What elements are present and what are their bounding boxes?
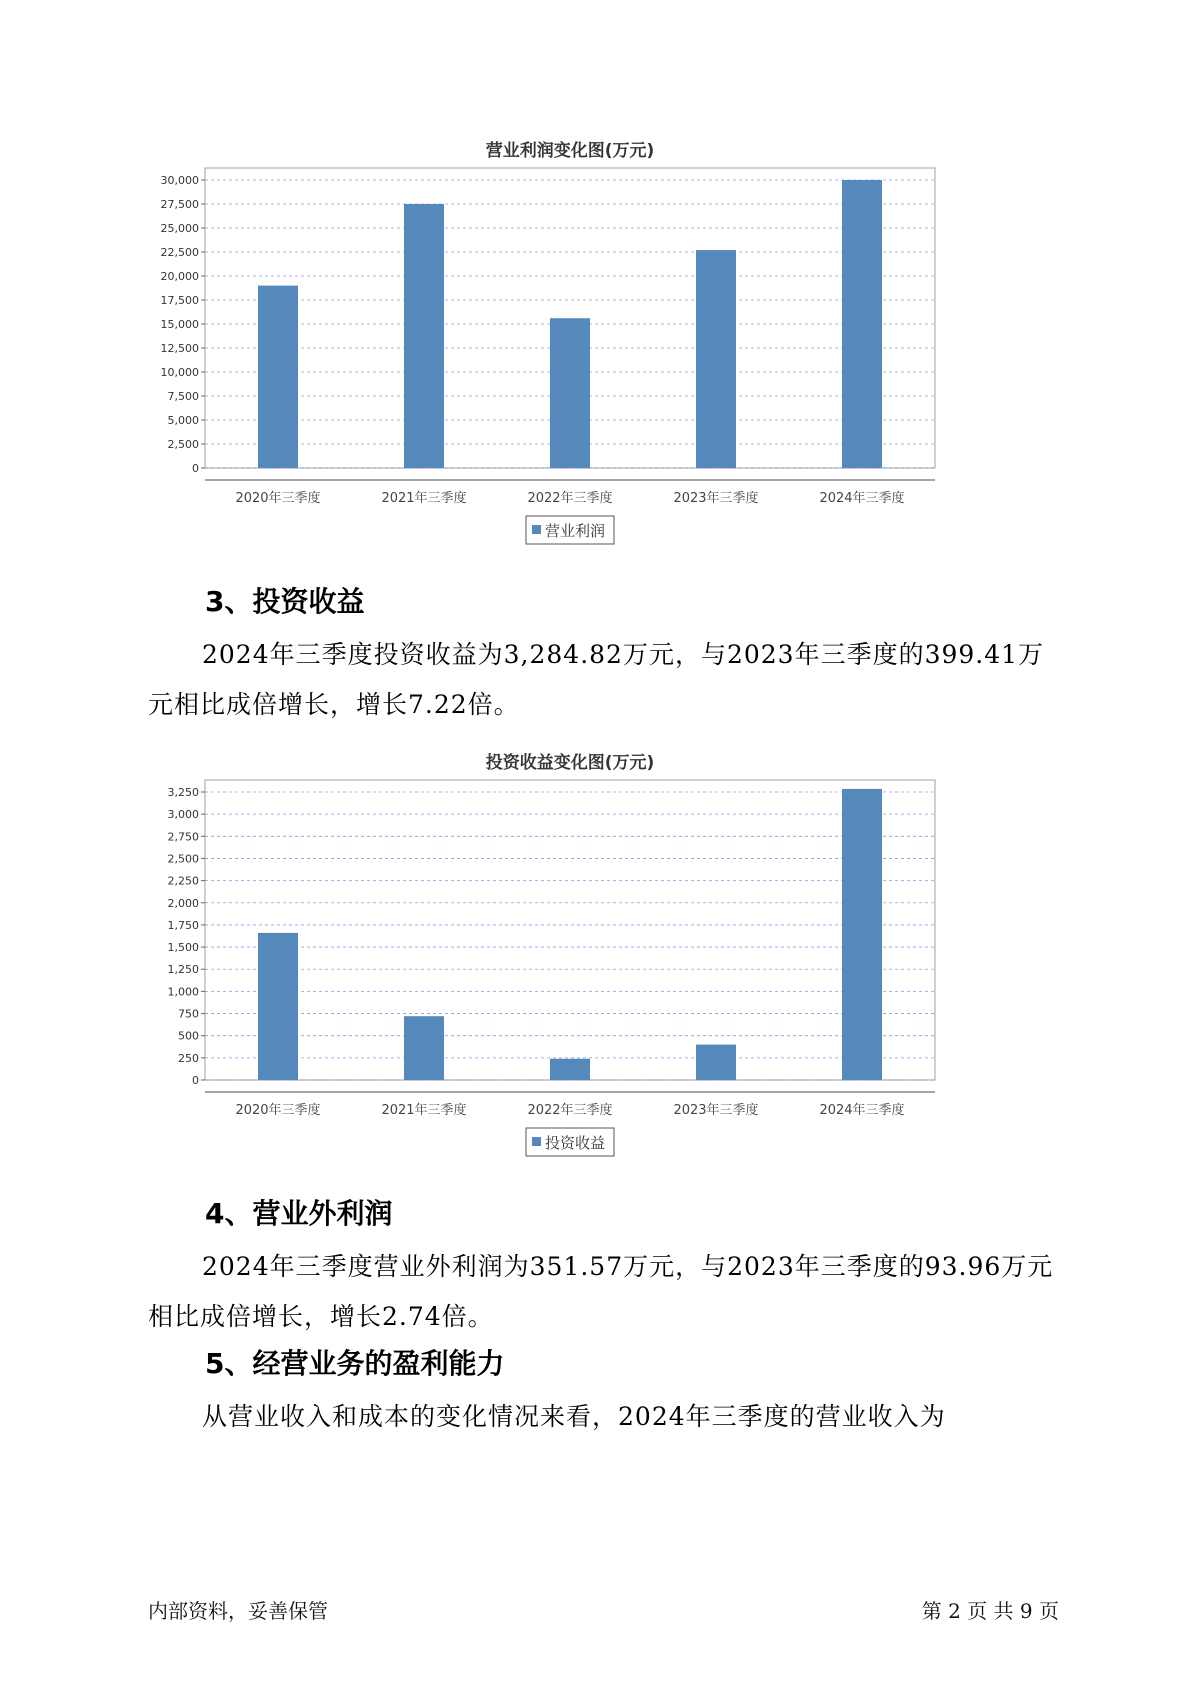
section-4-heading: 4、营业外利润 [205,1197,393,1230]
bar [842,789,882,1080]
bar [258,286,298,468]
bar [696,1045,736,1080]
y-tick-label: 2,750 [167,830,199,844]
y-tick-label: 2,500 [167,438,199,451]
x-category-label: 2020年三季度 [235,1103,321,1118]
y-tick-label: 250 [178,1051,199,1065]
y-tick-label: 3,250 [167,786,199,799]
y-tick-label: 1,500 [167,941,199,955]
investment-income-chart-svg [150,740,1030,1170]
investment-income-chart [150,740,1030,1170]
y-tick-label: 2,250 [167,874,199,888]
section-5-paragraph: 从营业收入和成本的变化情况来看，2024年三季度的营业收入为 [202,1402,946,1431]
y-tick-label: 17,500 [160,294,199,307]
bar [258,933,298,1080]
bar [404,1016,444,1080]
y-tick-label: 25,000 [160,222,199,235]
y-tick-label: 12,500 [160,342,199,355]
section-3-paragraph: 2024年三季度投资收益为3,284.82万元，与2023年三季度的399.41万元相比成倍增长，增长7.22倍。 [148,640,1045,719]
y-tick-label: 750 [178,1007,199,1021]
x-category-label: 2021年三季度 [381,1103,467,1118]
y-tick-label: 30,000 [160,174,199,187]
bar [404,204,444,468]
y-tick-label: 2,000 [167,896,199,910]
section-4-paragraph: 2024年三季度营业外利润为351.57万元，与2023年三季度的93.96万元相比成倍增长，增长2.74倍。 [148,1252,1054,1331]
plot-area-border [205,780,935,1080]
x-category-label: 2023年三季度 [673,1103,759,1118]
legend-swatch [532,525,541,534]
y-tick-label: 2,500 [167,852,199,866]
y-tick-label: 22,500 [160,246,199,259]
x-category-label: 2024年三季度 [819,1103,905,1118]
operating-profit-chart [150,128,1030,558]
x-category-label: 2022年三季度 [527,491,613,506]
footer-confidential-note: 内部资料，妥善保管 [148,1599,328,1623]
y-tick-label: 10,000 [160,366,199,379]
y-tick-label: 1,750 [167,918,199,932]
legend-label: 投资收益 [545,1134,606,1152]
chart-title: 投资收益变化图(万元) [485,753,655,773]
footer-page-number: 第 2 页 共 9 页 [921,1599,1059,1623]
y-tick-label: 20,000 [160,270,199,283]
x-category-label: 2023年三季度 [673,491,759,506]
y-tick-label: 15,000 [160,318,199,331]
operating-profit-chart-svg [150,128,1030,558]
y-tick-label: 1,250 [167,963,199,977]
y-tick-label: 0 [192,1074,199,1087]
bar [550,1059,590,1080]
section-3-heading: 3、投资收益 [205,585,365,618]
y-tick-label: 27,500 [160,198,199,211]
bar [550,318,590,468]
y-tick-label: 0 [192,462,199,475]
x-category-label: 2024年三季度 [819,491,905,506]
bar [842,180,882,468]
chart-title: 营业利润变化图(万元) [485,141,655,161]
legend-swatch [532,1137,541,1146]
y-tick-label: 7,500 [167,390,199,403]
y-tick-label: 5,000 [167,414,199,427]
x-category-label: 2020年三季度 [235,491,321,506]
legend-label: 营业利润 [545,522,606,540]
x-category-label: 2021年三季度 [381,491,467,506]
y-tick-label: 1,000 [167,985,199,999]
bar [696,250,736,468]
section-5-heading: 5、经营业务的盈利能力 [205,1347,505,1380]
y-tick-label: 500 [178,1029,199,1043]
x-category-label: 2022年三季度 [527,1103,613,1118]
y-tick-label: 3,000 [167,808,199,822]
